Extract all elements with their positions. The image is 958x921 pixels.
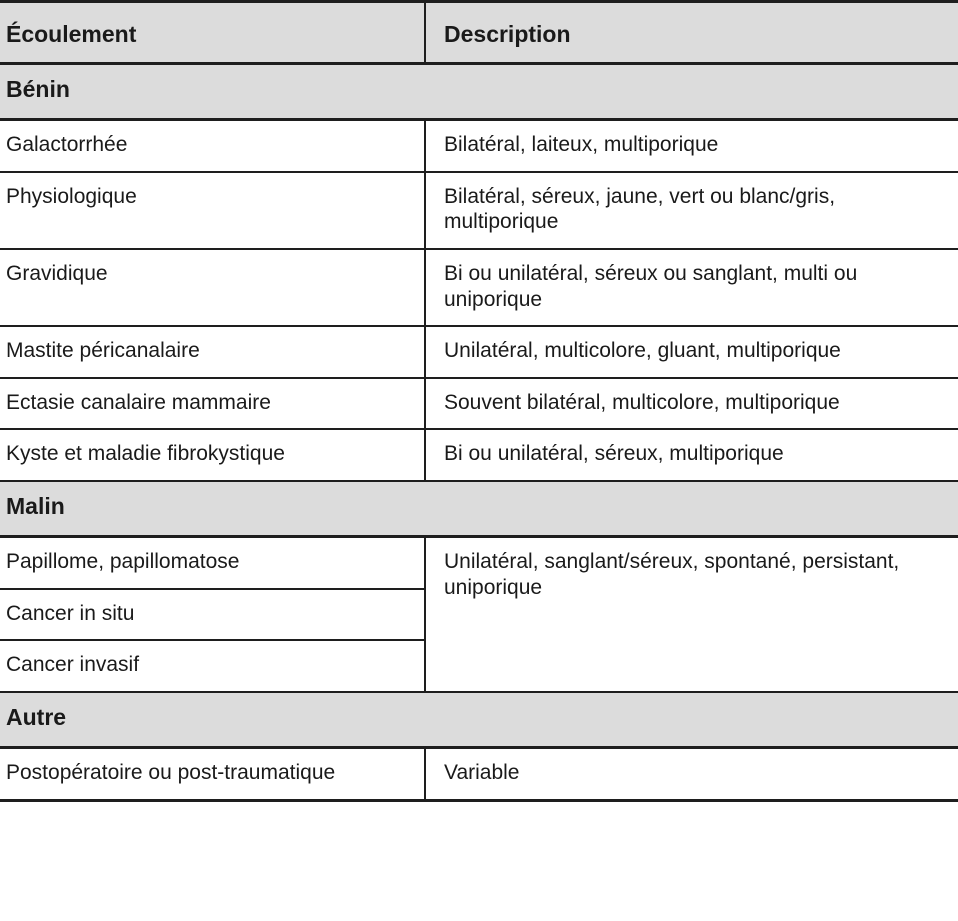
row-description-cell bbox=[425, 249, 958, 326]
row-description-text: Variable bbox=[444, 760, 520, 784]
table-row bbox=[0, 120, 958, 172]
row-description-cell bbox=[425, 747, 958, 800]
table-top-stub-cell-left bbox=[0, 2, 425, 12]
row-ecoulement-text: Cancer in situ bbox=[6, 601, 135, 625]
section-header-malin-cell bbox=[0, 481, 958, 537]
table-top-stub-row bbox=[0, 2, 958, 12]
merged-description-cell bbox=[425, 537, 958, 692]
row-ecoulement-text: Ectasie canalaire mammaire bbox=[6, 390, 271, 414]
row-ecoulement-cell bbox=[0, 120, 425, 172]
row-ecoulement-cell bbox=[0, 249, 425, 326]
table-header-row bbox=[0, 11, 958, 64]
row-ecoulement-text: Postopératoire ou post-traumatique bbox=[6, 760, 336, 784]
row-ecoulement-text: Gravidique bbox=[6, 261, 108, 285]
row-ecoulement-cell bbox=[0, 537, 425, 589]
row-ecoulement-text: Papillome, papillomatose bbox=[6, 550, 240, 574]
column-header-ecoulement-label: Écoulement bbox=[6, 21, 137, 47]
table-row bbox=[0, 172, 958, 249]
row-ecoulement-text: Mastite péricanalaire bbox=[6, 339, 200, 363]
section-header-autre bbox=[0, 692, 958, 748]
table-row bbox=[0, 326, 958, 378]
table-row bbox=[0, 537, 958, 589]
row-ecoulement-text: Kyste et maladie fibrokystique bbox=[6, 442, 285, 466]
row-ecoulement-cell bbox=[0, 378, 425, 430]
merged-description-text: Unilatéral, sanglant/séreux, spontané, persistant, uniporique bbox=[444, 550, 900, 599]
table-row bbox=[0, 249, 958, 326]
column-header-description bbox=[425, 11, 958, 64]
table-row bbox=[0, 378, 958, 430]
section-header-benin-label: Bénin bbox=[6, 76, 70, 103]
row-description-cell bbox=[425, 326, 958, 378]
row-ecoulement-cell bbox=[0, 429, 425, 481]
row-description-text: Bilatéral, séreux, jaune, vert ou blanc/gris, multiporique bbox=[444, 184, 836, 234]
row-description-cell bbox=[425, 120, 958, 172]
section-header-benin bbox=[0, 64, 958, 120]
row-description-text: Unilatéral, multicolore, gluant, multiporique bbox=[444, 339, 841, 363]
section-header-malin bbox=[0, 481, 958, 537]
row-ecoulement-text: Galactorrhée bbox=[6, 133, 128, 157]
row-description-cell bbox=[425, 172, 958, 249]
row-ecoulement-cell bbox=[0, 589, 425, 641]
row-ecoulement-cell bbox=[0, 747, 425, 800]
section-header-malin-label: Malin bbox=[6, 492, 65, 519]
column-header-ecoulement bbox=[0, 11, 425, 64]
row-ecoulement-cell bbox=[0, 172, 425, 249]
row-ecoulement-text: Physiologique bbox=[6, 184, 137, 208]
row-description-text: Bilatéral, laiteux, multiporique bbox=[444, 133, 719, 157]
table-row bbox=[0, 747, 958, 800]
row-description-text: Bi ou unilatéral, séreux ou sanglant, multi ou uniporique bbox=[444, 261, 858, 311]
column-header-description-label: Description bbox=[444, 21, 571, 47]
table-row bbox=[0, 429, 958, 481]
row-description-text: Bi ou unilatéral, séreux, multiporique bbox=[444, 442, 784, 466]
row-description-text: Souvent bilatéral, multicolore, multiporique bbox=[444, 390, 840, 414]
row-ecoulement-cell bbox=[0, 326, 425, 378]
section-header-benin-cell bbox=[0, 64, 958, 120]
row-description-cell bbox=[425, 429, 958, 481]
row-ecoulement-cell bbox=[0, 640, 425, 692]
section-header-autre-cell bbox=[0, 692, 958, 748]
row-ecoulement-text: Cancer invasif bbox=[6, 653, 140, 677]
row-description-cell bbox=[425, 378, 958, 430]
section-header-autre-label: Autre bbox=[6, 703, 67, 730]
table-top-stub-cell-right bbox=[425, 2, 958, 12]
